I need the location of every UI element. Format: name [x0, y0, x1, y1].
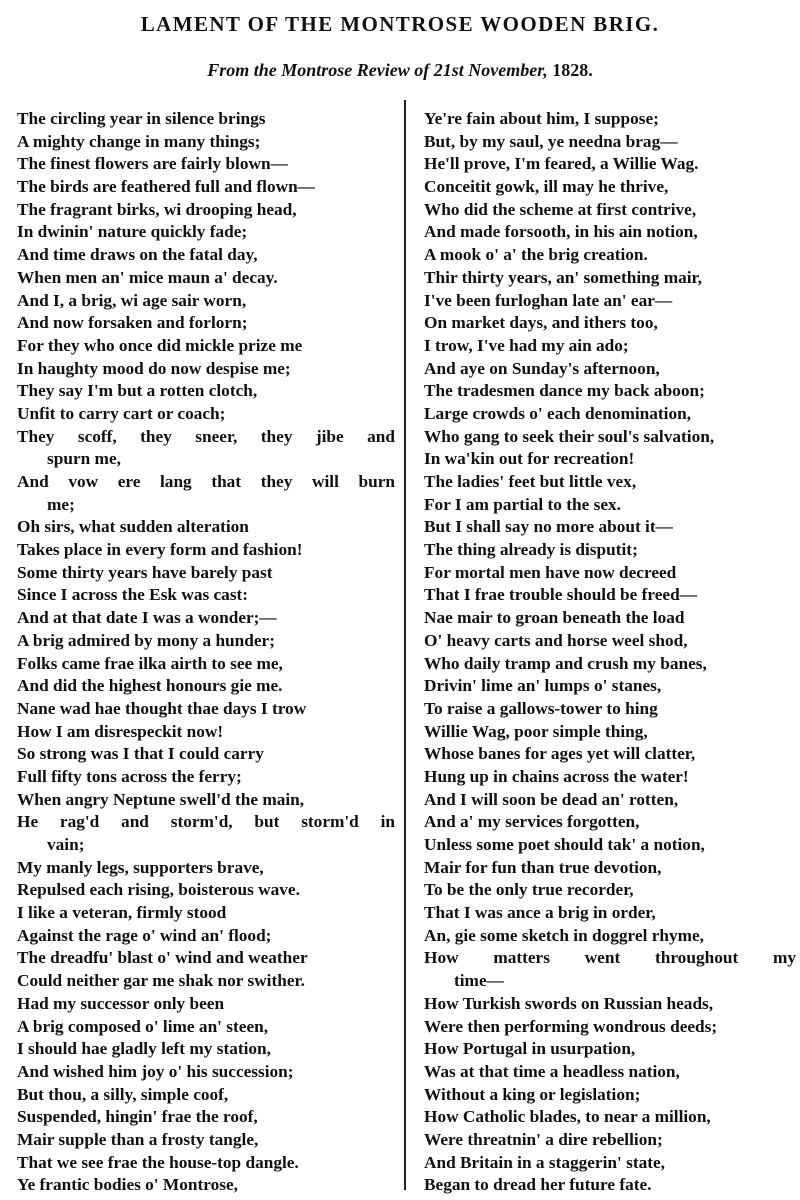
- poem-line: Folks came frae ilka airth to see me,: [17, 653, 283, 673]
- poem-line: Thir thirty years, an' something mair,: [424, 267, 702, 287]
- poem-line: Suspended, hingin' frae the roof,: [17, 1107, 258, 1127]
- poem-left-column: [17, 108, 395, 1197]
- poem-line: Mair supple than a frosty tangle,: [17, 1129, 259, 1149]
- poem-line: Nae mair to groan beneath the load: [424, 608, 685, 628]
- poem-line: A mighty change in many things;: [17, 131, 261, 151]
- poem-line: When men an' mice maun a' decay.: [17, 267, 278, 287]
- poem-line: For I am partial to the sex.: [424, 494, 621, 514]
- poem-line: How Portugal in usurpation,: [424, 1039, 636, 1059]
- poem-line: The dreadfu' blast o' wind and weather: [17, 948, 308, 968]
- poem-line: In wa'kin out for recreation!: [424, 449, 635, 469]
- poem-line: Some thirty years have barely past: [17, 562, 273, 582]
- poem-line: I should hae gladly left my station,: [17, 1039, 271, 1059]
- poem-line: Unfit to carry cart or coach;: [17, 403, 226, 423]
- poem-line: Had my successor only been: [17, 993, 225, 1013]
- poem-line: To raise a gallows-tower to hing: [424, 698, 658, 718]
- column-divider: [404, 100, 406, 1190]
- poem-line: Oh sirs, what sudden alteration: [17, 517, 249, 537]
- poem-line: Who did the scheme at first contrive,: [424, 199, 697, 219]
- poem-line: Repulsed each rising, boisterous wave.: [17, 880, 300, 900]
- poem-line: Ye're fain about him, I suppose;: [424, 109, 659, 128]
- poem-line: Who gang to seek their soul's salvation,: [424, 426, 715, 446]
- poem-line: But, by my saul, ye needna brag—: [424, 131, 678, 151]
- poem-line: Whose banes for ages yet will clatter,: [424, 744, 696, 764]
- poem-line: The tradesmen dance my back aboon;: [424, 381, 705, 401]
- poem-line: He rag'd and storm'd, but storm'd in: [17, 812, 395, 832]
- poem-line: The fragrant birks, wi drooping head,: [17, 199, 297, 219]
- poem-line: Drivin' lime an' lumps o' stanes,: [424, 676, 662, 696]
- poem-line: And aye on Sunday's afternoon,: [424, 358, 660, 378]
- poem-line: Mair for fun than true devotion,: [424, 857, 662, 877]
- poem-title: LAMENT OF THE MONTROSE WOODEN BRIG.: [140, 12, 660, 36]
- poem-line: And a' my services forgotten,: [424, 812, 640, 832]
- poem-line: How Catholic blades, to near a million,: [424, 1107, 711, 1127]
- poem-line: He'll prove, I'm feared, a Willie Wag.: [424, 154, 699, 174]
- source-citation: From the Montrose Review of 21st November,: [207, 60, 548, 80]
- poem-line: Since I across the Esk was cast:: [17, 585, 249, 605]
- poem-line: The ladies' feet but little vex,: [424, 472, 637, 491]
- poem-line: Full fifty tons across the ferry;: [17, 766, 242, 786]
- poem-line: When angry Neptune swell'd the main,: [17, 789, 305, 809]
- poem-line: For they who once did mickle prize me: [17, 335, 303, 355]
- poem-line: time—: [454, 971, 504, 991]
- poem-line: vain;: [47, 835, 85, 854]
- poem-line: And now forsaken and forlorn;: [17, 313, 248, 333]
- poem-line: Conceitit gowk, ill may he thrive,: [424, 177, 669, 197]
- poem-line: My manly legs, supporters brave,: [17, 857, 264, 877]
- poem-line: I trow, I've had my ain ado;: [424, 335, 629, 355]
- poem-line: Were then performing wondrous deeds;: [424, 1016, 718, 1036]
- poem-line: I like a veteran, firmly stood: [17, 903, 227, 923]
- poem-line: They say I'm but a rotten clotch,: [17, 381, 258, 401]
- poem-line: Ye frantic bodies o' Montrose,: [17, 1175, 238, 1195]
- poem-line: That we see frae the house-top dangle.: [17, 1152, 299, 1172]
- poem-right-column: [424, 108, 796, 1197]
- poem-line: How I am disrespeckit now!: [17, 721, 224, 741]
- poem-line: And vow ere lang that they will burn: [17, 472, 395, 491]
- poem-line: And made forsooth, in his ain notion,: [424, 222, 698, 242]
- poem-line: And I will soon be dead an' rotten,: [424, 789, 679, 809]
- source-year: 1828.: [552, 60, 593, 80]
- poem-line: Could neither gar me shak nor swither.: [17, 971, 305, 991]
- poem-line: A mook o' a' the brig creation.: [424, 245, 648, 265]
- poem-line: On market days, and ithers too,: [424, 313, 658, 333]
- poem-line: That I was ance a brig in order,: [424, 903, 656, 923]
- poem-line: The birds are feathered full and flown—: [17, 177, 315, 197]
- poem-line: And I, a brig, wi age sair worn,: [17, 290, 247, 310]
- poem-line: O' heavy carts and horse weel shod,: [424, 630, 688, 650]
- poem-line: Without a king or legislation;: [424, 1084, 641, 1104]
- poem-line: How Turkish swords on Russian heads,: [424, 993, 714, 1013]
- poem-line: And time draws on the fatal day,: [17, 245, 258, 265]
- poem-line: Takes place in every form and fashion!: [17, 540, 303, 560]
- poem-line: And did the highest honours gie me.: [17, 676, 283, 696]
- poem-line: The thing already is disputit;: [424, 540, 638, 560]
- poem-line: Who daily tramp and crush my banes,: [424, 653, 707, 673]
- poem-line: Began to dread her future fate.: [424, 1175, 652, 1195]
- poem-line: A brig composed o' lime an' steen,: [17, 1016, 269, 1036]
- poem-source: [0, 60, 800, 81]
- poem-line: The finest flowers are fairly blown—: [17, 154, 288, 174]
- poem-line: A brig admired by mony a hunder;: [17, 630, 275, 650]
- poem-line: I've been furloghan late an' ear—: [424, 290, 673, 310]
- poem-line: So strong was I that I could carry: [17, 744, 264, 764]
- poem-line: And at that date I was a wonder;—: [17, 608, 277, 628]
- poem-line: The circling year in silence brings: [17, 109, 266, 128]
- poem-line: Against the rage o' wind an' flood;: [17, 925, 272, 945]
- poem-line: Hung up in chains across the water!: [424, 766, 689, 786]
- poem-line: How matters went throughout my: [424, 948, 796, 968]
- poem-line: Was at that time a headless nation,: [424, 1061, 680, 1081]
- poem-line: But thou, a silly, simple coof,: [17, 1084, 229, 1104]
- poem-line: That I frae trouble should be freed—: [424, 585, 697, 605]
- poem-line: In haughty mood do now despise me;: [17, 358, 291, 378]
- poem-line: And wished him joy o' his succession;: [17, 1061, 294, 1081]
- poem-line: And Britain in a staggerin' state,: [424, 1152, 665, 1172]
- poem-line: Nane wad hae thought thae days I trow: [17, 698, 307, 718]
- poem-line: me;: [47, 494, 75, 514]
- poem-line: To be the only true recorder,: [424, 880, 634, 900]
- poem-line: Willie Wag, poor simple thing,: [424, 721, 648, 741]
- poem-line: Large crowds o' each denomination,: [424, 403, 692, 423]
- poem-line: An, gie some sketch in doggrel rhyme,: [424, 925, 705, 945]
- poem-line: But I shall say no more about it—: [424, 517, 673, 537]
- poem-line: They scoff, they sneer, they jibe and: [17, 426, 395, 446]
- poem-line: For mortal men have now decreed: [424, 562, 677, 582]
- poem-line: spurn me,: [47, 449, 121, 469]
- poem-line: Unless some poet should tak' a notion,: [424, 835, 705, 854]
- poem-line: In dwinin' nature quickly fade;: [17, 222, 248, 242]
- poem-line: Were threatnin' a dire rebellion;: [424, 1129, 663, 1149]
